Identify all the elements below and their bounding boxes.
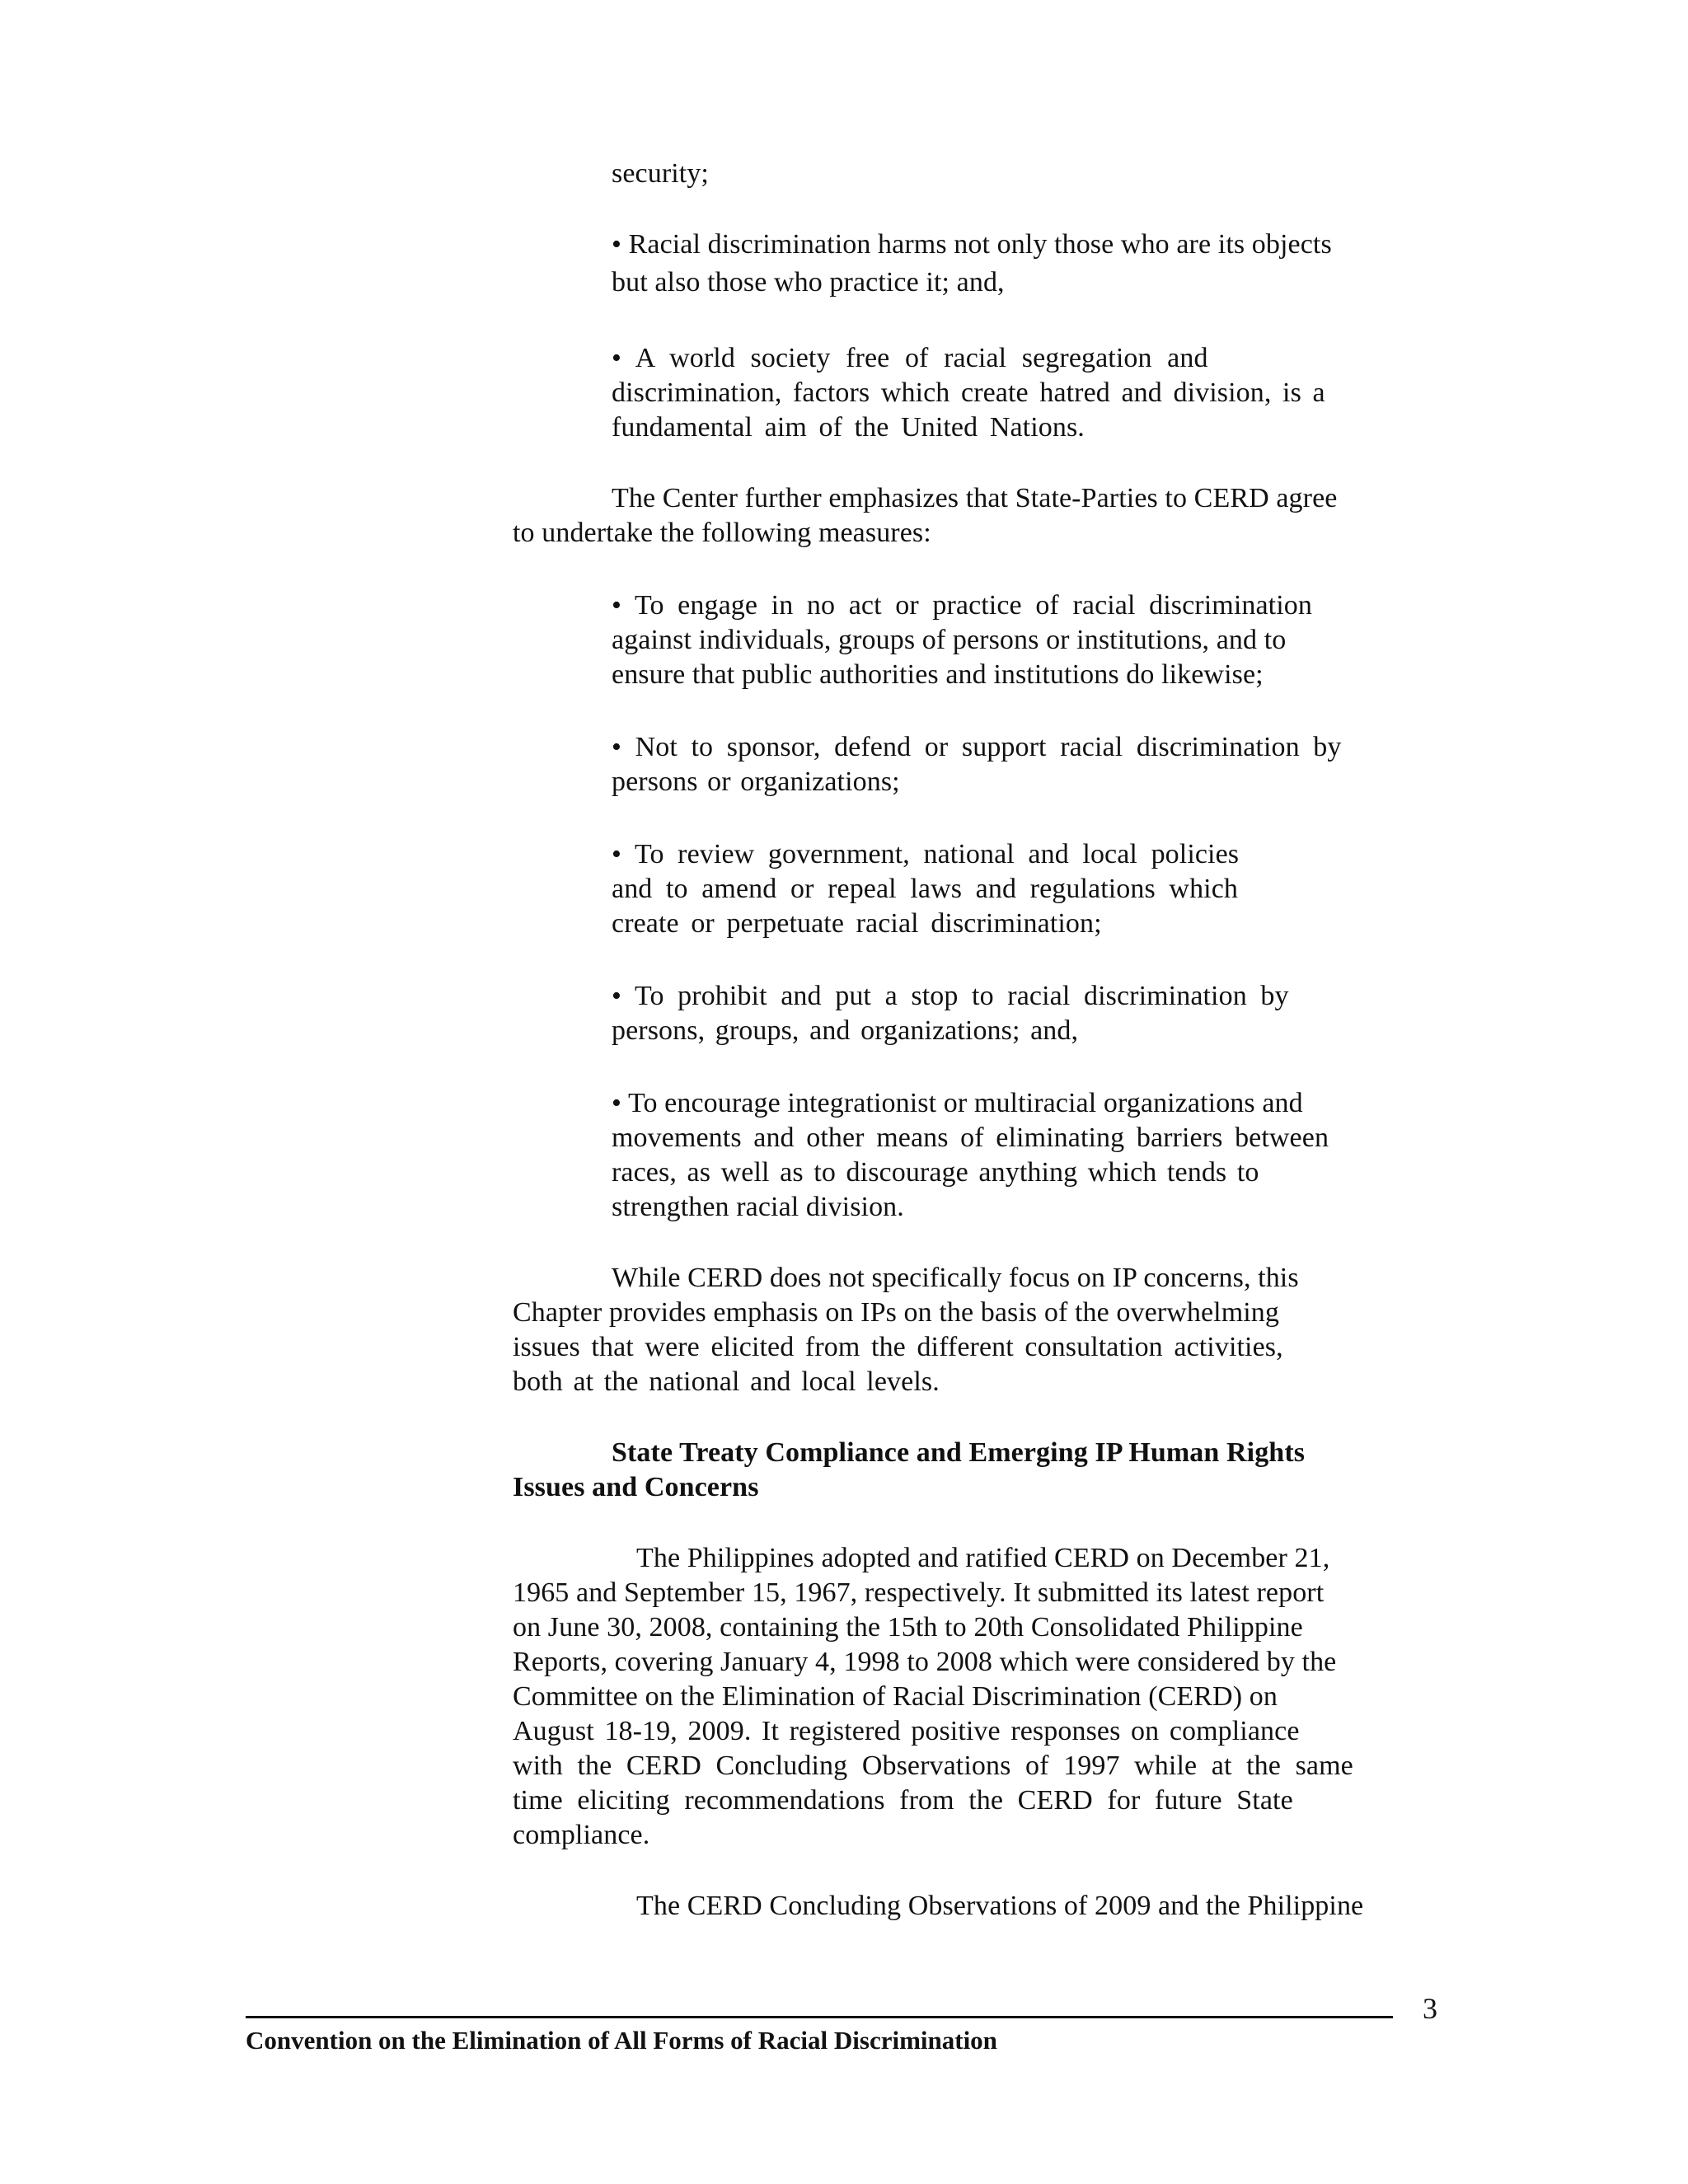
paragraph-line: issues that were elicited from the different consultation activities, <box>513 1332 1283 1362</box>
section-heading: Issues and Concerns <box>513 1472 759 1502</box>
bullet-item-line: discrimination, factors which create hatred and division, is a <box>612 377 1325 408</box>
measure-item-line: • To encourage integrationist or multiracial organizations and <box>612 1088 1303 1118</box>
paragraph-line: 1965 and September 15, 1967, respectively. It submitted its latest report <box>513 1577 1325 1608</box>
measure-item-line: • Not to sponsor, defend or support racial discrimination by <box>612 732 1342 762</box>
measure-item-line: persons or organizations; <box>612 766 900 797</box>
bullet-item-line: • Racial discrimination harms not only those who are its objects <box>612 229 1332 260</box>
paragraph-line: compliance. <box>513 1820 650 1850</box>
measure-item-line: races, as well as to discourage anything which tends to <box>612 1157 1259 1188</box>
measure-item-line: ensure that public authorities and institutions do likewise; <box>612 659 1264 690</box>
paragraph-line: to undertake the following measures: <box>513 518 931 548</box>
bullet-item-line: but also those who practice it; and, <box>612 267 1005 298</box>
measure-item-line: create or perpetuate racial discrimination; <box>612 908 1102 939</box>
paragraph-line: The Center further emphasizes that State-Parties to CERD agree <box>612 483 1338 513</box>
measure-item-line: against individuals, groups of persons or institutions, and to <box>612 625 1287 655</box>
paragraph-line: with the CERD Concluding Observations of 1997 while at the same <box>513 1750 1353 1781</box>
measure-item-line: and to amend or repeal laws and regulations which <box>612 874 1239 904</box>
paragraph-line: The Philippines adopted and ratified CERD on December 21, <box>636 1543 1330 1573</box>
measure-item-line: movements and other means of eliminating barriers between <box>612 1122 1329 1153</box>
page-number: 3 <box>1423 1992 1437 2025</box>
paragraph-line: While CERD does not specifically focus on IP concerns, this <box>612 1263 1299 1293</box>
measure-item-line: strengthen racial division. <box>612 1192 904 1222</box>
footer-title: Convention on the Elimination of All Forms of Racial Discrimination <box>246 2026 997 2055</box>
measure-item-line: • To prohibit and put a stop to racial discrimination by <box>612 981 1289 1011</box>
measure-item-line: • To review government, national and local policies <box>612 839 1240 869</box>
measure-item-line: • To engage in no act or practice of racial discrimination <box>612 590 1312 621</box>
paragraph-line: August 18-19, 2009. It registered positive responses on compliance <box>513 1716 1300 1746</box>
paragraph-line: The CERD Concluding Observations of 2009 and the Philippine <box>636 1891 1364 1921</box>
footer-rule <box>246 2016 1393 2018</box>
bullet-item-line: fundamental aim of the United Nations. <box>612 412 1085 443</box>
paragraph-line: Chapter provides emphasis on IPs on the basis of the overwhelming <box>513 1297 1280 1328</box>
measure-item-line: persons, groups, and organizations; and, <box>612 1015 1079 1046</box>
text-line: security; <box>612 158 709 189</box>
bullet-item-line: • A world society free of racial segregation and <box>612 343 1208 373</box>
paragraph-line: time eliciting recommendations from the CERD for future State <box>513 1785 1293 1816</box>
section-heading: State Treaty Compliance and Emerging IP Human Rights <box>612 1437 1306 1468</box>
paragraph-line: Committee on the Elimination of Racial Discrimination (CERD) on <box>513 1681 1278 1712</box>
paragraph-line: both at the national and local levels. <box>513 1366 940 1397</box>
paragraph-line: on June 30, 2008, containing the 15th to 20th Consolidated Philippine <box>513 1612 1303 1643</box>
paragraph-line: Reports, covering January 4, 1998 to 2008 which were considered by the <box>513 1647 1337 1677</box>
